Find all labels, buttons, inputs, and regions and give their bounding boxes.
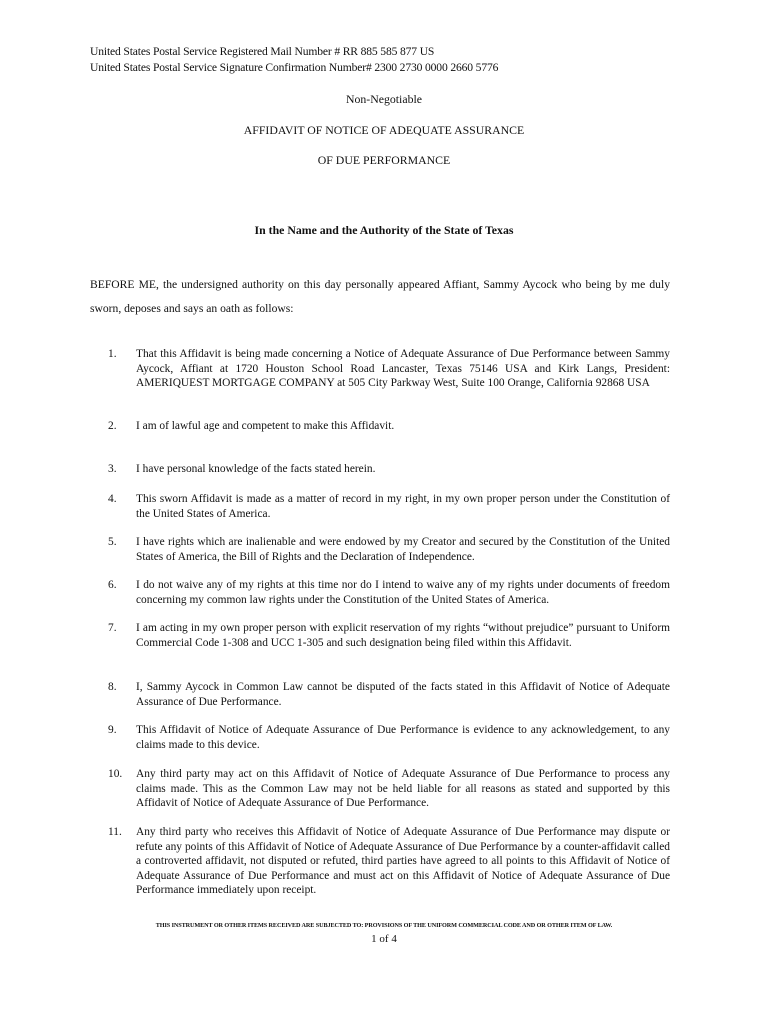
list-item bbox=[108, 419, 670, 434]
list-item-number: 3. bbox=[108, 463, 117, 475]
list-item-text: I, Sammy Aycock in Common Law cannot be disputed of the facts stated in this Affidavit of Notice of Adequate Assurance of Due Performance. bbox=[136, 681, 670, 708]
list-item-text: Any third party who receives this Affidavit of Notice of Adequate Assurance of Due Performance may dispute or refute any points of this Affidavit of Notice of Adequate Assurance of Due Performance by a counter-affidavit called a controverted affidavit, not disputed or refuted, third parties have agreed to all points to this Affidavit of Notice of Adequate Assurance of Due Performance and must act on this Affidavit of Notice of Adequate Assurance of Due Performance immediately upon receipt. bbox=[136, 826, 670, 897]
list-item-number: 4. bbox=[108, 493, 117, 505]
list-item-number: 2. bbox=[108, 420, 117, 432]
list-item-number: 1. bbox=[108, 348, 117, 360]
list-item bbox=[108, 825, 670, 898]
list-item-number: 8. bbox=[108, 681, 117, 693]
list-item-text: That this Affidavit is being made concerning a Notice of Adequate Assurance of Due Performance between Sammy Aycock, Affiant at 1720 Houston School Road Lancaster, Texas 75146 USA and Kirk Langs, President: AMERIQUEST MORTGAGE COMPANY at 505 City Parkway West, Suite 100 Orange, California 92868 USA bbox=[136, 348, 670, 390]
list-item-number: 7. bbox=[108, 622, 117, 634]
list-item-number: 9. bbox=[108, 724, 117, 736]
list-item bbox=[108, 347, 670, 391]
list-item bbox=[108, 621, 670, 650]
list-item bbox=[108, 578, 670, 607]
list-item bbox=[108, 492, 670, 521]
authority-heading: In the Name and the Authority of the State of Texas bbox=[254, 223, 514, 237]
list-item-text: I have personal knowledge of the facts stated herein. bbox=[136, 463, 376, 475]
list-item-text: I do not waive any of my rights at this time nor do I intend to waive any of my rights under documents of freedom concerning my common law rights under the Constitution of the United States of America. bbox=[136, 579, 670, 606]
legal-footer: THIS INSTRUMENT OR OTHER ITEMS RECEIVED ARE SUBJECTED TO: PROVISIONS OF THE UNIFORM COMMERCIAL CODE AND OR OTHER ITEM OF LAW. bbox=[155, 922, 613, 929]
page-number: 1 of 4 bbox=[371, 933, 397, 945]
list-item-text: Any third party may act on this Affidavit of Notice of Adequate Assurance of Due Performance to process any claims made. This as the Common Law may not be held liable for all reasons as stated and supported by this Affidavit of Notice of Adequate Assurance of Due Performance. bbox=[136, 768, 670, 810]
list-item-number: 10. bbox=[108, 768, 123, 780]
intro-paragraph: BEFORE ME, the undersigned authority on this day personally appeared Affiant, Sammy Aycock who being by me duly sworn, deposes and says an oath as follows: bbox=[90, 278, 670, 315]
document-title-line-1: AFFIDAVIT OF NOTICE OF ADEQUATE ASSURANCE bbox=[243, 123, 525, 137]
signature-confirmation-number: United States Postal Service Signature Confirmation Number# 2300 2730 0000 2660 5776 bbox=[90, 61, 499, 74]
document-title-line-2: OF DUE PERFORMANCE bbox=[317, 153, 451, 167]
list-item-text: I am of lawful age and competent to make this Affidavit. bbox=[136, 420, 395, 432]
list-item-number: 11. bbox=[108, 826, 122, 838]
list-item-text: This Affidavit of Notice of Adequate Assurance of Due Performance is evidence to any acknowledgement, to any claims made to this device. bbox=[136, 724, 670, 751]
list-item-text: I have rights which are inalienable and were endowed by my Creator and secured by the Constitution of the United States of America, the Bill of Rights and the Declaration of Independence. bbox=[136, 536, 670, 563]
list-item-text: I am acting in my own proper person with explicit reservation of my rights “without prejudice” pursuant to Uniform Commercial Code 1-308 and UCC 1-305 and such designation being filed within this Affidavit. bbox=[136, 622, 670, 649]
list-item bbox=[108, 723, 670, 752]
list-item bbox=[108, 535, 670, 564]
list-item-number: 6. bbox=[108, 579, 117, 591]
list-item bbox=[108, 680, 670, 709]
list-item bbox=[108, 462, 670, 477]
list-item bbox=[108, 767, 670, 811]
non-negotiable-label: Non-Negotiable bbox=[345, 92, 422, 106]
list-item-text: This sworn Affidavit is made as a matter of record in my right, in my own proper person under the Constitution of the United States of America. bbox=[136, 493, 670, 520]
registered-mail-number: United States Postal Service Registered Mail Number # RR 885 585 877 US bbox=[90, 45, 435, 58]
list-item-number: 5. bbox=[108, 536, 117, 548]
